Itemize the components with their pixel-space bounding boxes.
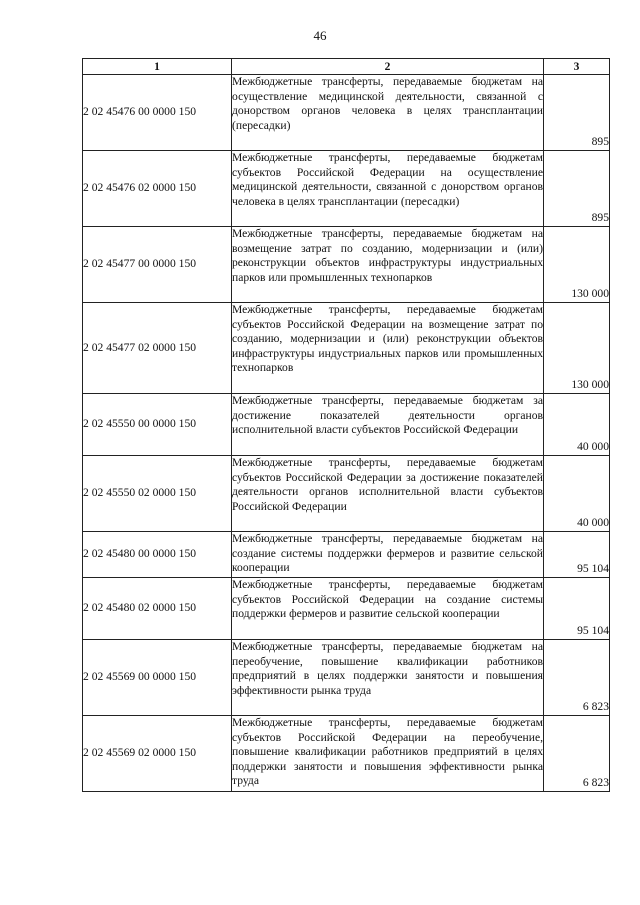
description-cell: Межбюджетные трансферты, передаваемые бюджетам субъектов Российской Федерации на осуществление медицинской деятельности, связанной с донорством органов человека в целях трансплантации (пересадки) [232, 151, 544, 227]
description-cell: Межбюджетные трансферты, передаваемые бюджетам на создание системы поддержки фермеров и развитие сельской кооперации [232, 532, 544, 578]
budget-code-cell: 2 02 45569 02 0000 150 [83, 716, 232, 792]
budget-code-cell: 2 02 45476 02 0000 150 [83, 151, 232, 227]
column-header-description: 2 [232, 59, 544, 75]
amount-cell: 95 104 [544, 578, 610, 640]
budget-code-cell: 2 02 45477 02 0000 150 [83, 303, 232, 394]
budget-code-cell: 2 02 45476 00 0000 150 [83, 75, 232, 151]
table-row [83, 151, 610, 227]
table-row [83, 394, 610, 456]
table-row [83, 303, 610, 394]
page-number: 46 [313, 28, 327, 43]
amount-cell: 40 000 [544, 394, 610, 456]
table-header-row [83, 59, 610, 75]
table-row [83, 716, 610, 792]
budget-code-cell: 2 02 45480 02 0000 150 [83, 578, 232, 640]
budget-code-cell: 2 02 45480 00 0000 150 [83, 532, 232, 578]
budget-code-cell: 2 02 45550 02 0000 150 [83, 456, 232, 532]
table-row [83, 456, 610, 532]
amount-cell: 40 000 [544, 456, 610, 532]
description-cell: Межбюджетные трансферты, передаваемые бюджетам за достижение показателей деятельности органов исполнительной власти субъектов Российской Федерации [232, 394, 544, 456]
amount-cell: 95 104 [544, 532, 610, 578]
budget-table [82, 58, 610, 792]
description-cell: Межбюджетные трансферты, передаваемые бюджетам субъектов Российской Федерации на возмещение затрат по созданию, модернизации и (или) реконструкции объектов инфраструктуры индустриальных парков или промышленных технопарков [232, 303, 544, 394]
amount-cell: 895 [544, 75, 610, 151]
description-cell: Межбюджетные трансферты, передаваемые бюджетам субъектов Российской Федерации на переобучение, повышение квалификации работников предприятий в целях поддержки занятости и повышения эффективности рынка труда [232, 716, 544, 792]
budget-code-cell: 2 02 45569 00 0000 150 [83, 640, 232, 716]
table-row [83, 75, 610, 151]
description-cell: Межбюджетные трансферты, передаваемые бюджетам субъектов Российской Федерации за достижение показателей деятельности органов исполнительной власти субъектов Российской Федерации [232, 456, 544, 532]
description-cell: Межбюджетные трансферты, передаваемые бюджетам на возмещение затрат по созданию, модернизации и (или) реконструкции объектов инфраструктуры индустриальных парков или промышленных технопарков [232, 227, 544, 303]
budget-code-cell: 2 02 45550 00 0000 150 [83, 394, 232, 456]
amount-cell: 130 000 [544, 227, 610, 303]
column-header-amount: 3 [544, 59, 610, 75]
amount-cell: 130 000 [544, 303, 610, 394]
description-cell: Межбюджетные трансферты, передаваемые бюджетам на переобучение, повышение квалификации работников предприятий в целях поддержки занятости и повышения эффективности рынка труда [232, 640, 544, 716]
budget-code-cell: 2 02 45477 00 0000 150 [83, 227, 232, 303]
amount-cell: 895 [544, 151, 610, 227]
description-cell: Межбюджетные трансферты, передаваемые бюджетам субъектов Российской Федерации на создание системы поддержки фермеров и развитие сельской кооперации [232, 578, 544, 640]
table-row [83, 227, 610, 303]
amount-cell: 6 823 [544, 640, 610, 716]
table-row [83, 532, 610, 578]
table-row [83, 640, 610, 716]
description-cell: Межбюджетные трансферты, передаваемые бюджетам на осуществление медицинской деятельности, связанной с донорством органов человека в целях трансплантации (пересадки) [232, 75, 544, 151]
column-header-code: 1 [83, 59, 232, 75]
table-row [83, 578, 610, 640]
amount-cell: 6 823 [544, 716, 610, 792]
